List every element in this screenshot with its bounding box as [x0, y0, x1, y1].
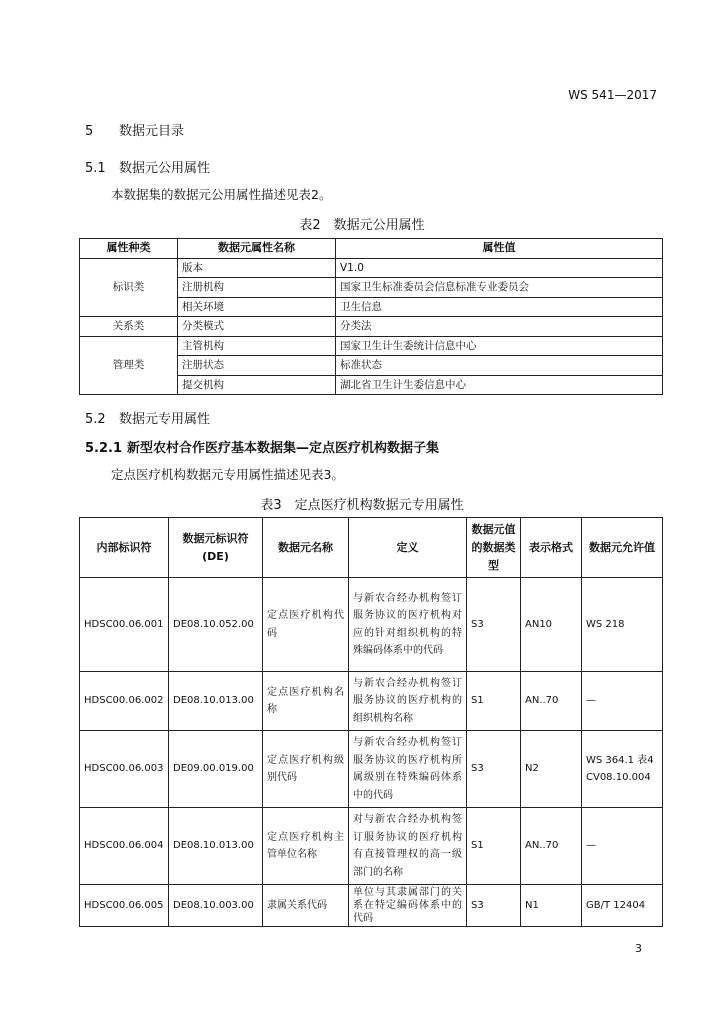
table-row	[80, 317, 663, 337]
table3-special-attributes	[79, 517, 663, 927]
table-row	[80, 731, 663, 808]
allowed-value-cell: —	[582, 808, 663, 885]
section-title: 新型农村合作医疗基本数据集—定点医疗机构数据子集	[127, 441, 440, 456]
de-name-cell: 定点医疗机构名称	[263, 672, 349, 731]
format-cell: AN..70	[521, 808, 582, 885]
data-type-cell: S3	[467, 578, 521, 672]
attribute-name: 注册状态	[178, 356, 336, 376]
de-name-cell: 定点医疗机构代码	[263, 578, 349, 672]
section-number: 5.2.1	[85, 441, 123, 456]
section-number: 5.2	[85, 412, 106, 427]
allowed-value-cell: WS 364.1 表4 CV08.10.004	[582, 731, 663, 808]
allowed-value-cell: GB/T 12404	[582, 885, 663, 927]
data-type-cell: S1	[467, 672, 521, 731]
internal-id-cell: HDSC00.06.002	[80, 672, 169, 731]
category-cell: 标识类	[80, 258, 178, 317]
attribute-value: 国家卫生标准委员会信息标准专业委员会	[336, 278, 663, 298]
table-row	[80, 808, 663, 885]
attribute-value: 湖北省卫生计生委信息中心	[336, 375, 663, 395]
section-number: 5	[85, 124, 94, 139]
category-cell: 关系类	[80, 317, 178, 337]
table-row	[80, 578, 663, 672]
table-row	[80, 672, 663, 731]
table3-caption: 表3 定点医疗机构数据元专用属性	[260, 498, 464, 513]
section-title: 数据元专用属性	[119, 412, 211, 427]
attribute-value: 分类法	[336, 317, 663, 337]
data-type-cell: S3	[467, 885, 521, 927]
table-header: 内部标识符	[80, 518, 169, 578]
table-header: 属性种类	[80, 239, 178, 259]
table-header: 数据元属性名称	[178, 239, 336, 259]
section-number: 5.1	[85, 161, 106, 176]
table-row	[80, 336, 663, 356]
attribute-value: V1.0	[336, 258, 663, 278]
table-header: 数据元值的数据类型	[467, 518, 521, 578]
section-title: 数据元目录	[119, 124, 185, 139]
table-header-row	[80, 518, 663, 578]
table2-common-attributes	[79, 238, 663, 395]
internal-id-cell: HDSC00.06.004	[80, 808, 169, 885]
attribute-name: 相关环境	[178, 297, 336, 317]
definition-cell: 单位与其隶属部门的关系在特定编码体系中的代码	[349, 885, 467, 927]
internal-id-cell: HDSC00.06.001	[80, 578, 169, 672]
format-cell: AN..70	[521, 672, 582, 731]
definition-cell: 对与新农合经办机构签订服务协议的医疗机构有直接管理权的高一级部门的名称	[349, 808, 467, 885]
table-header: 数据元标识符(DE)	[169, 518, 263, 578]
table-header: 表示格式	[521, 518, 582, 578]
table-header: 数据元名称	[263, 518, 349, 578]
paragraph-table2-intro: 本数据集的数据元公用属性描述见表2。	[111, 187, 332, 202]
table-row	[80, 258, 663, 278]
section-5-heading	[85, 120, 184, 139]
internal-id-cell: HDSC00.06.005	[80, 885, 169, 927]
section-5-1-heading	[85, 157, 210, 176]
section-title: 数据元公用属性	[119, 161, 211, 176]
attribute-name: 主管机构	[178, 336, 336, 356]
definition-cell: 与新农合经办机构签订服务协议的医疗机构的组织机构名称	[349, 672, 467, 731]
standard-code: WS 541—2017	[568, 88, 657, 102]
de-name-cell: 定点医疗机构级别代码	[263, 731, 349, 808]
attribute-name: 分类模式	[178, 317, 336, 337]
table-header: 属性值	[336, 239, 663, 259]
allowed-value-cell: —	[582, 672, 663, 731]
format-cell: AN10	[521, 578, 582, 672]
format-cell: N1	[521, 885, 582, 927]
page-number: 3	[635, 942, 642, 955]
format-cell: N2	[521, 731, 582, 808]
definition-cell: 与新农合经办机构签订服务协议的医疗机构所属级别在特殊编码体系中的代码	[349, 731, 467, 808]
allowed-value-cell: WS 218	[582, 578, 663, 672]
attribute-value: 标准状态	[336, 356, 663, 376]
section-5-2-heading	[85, 408, 210, 427]
data-type-cell: S1	[467, 808, 521, 885]
attribute-value: 国家卫生计生委统计信息中心	[336, 336, 663, 356]
category-cell: 管理类	[80, 336, 178, 395]
table-header: 定义	[349, 518, 467, 578]
de-id-cell: DE08.10.013.00	[169, 808, 263, 885]
table-row	[80, 885, 663, 927]
de-id-cell: DE09.00.019.00	[169, 731, 263, 808]
de-id-cell: DE08.10.003.00	[169, 885, 263, 927]
definition-cell: 与新农合经办机构签订服务协议的医疗机构对应的针对组织机构的特殊编码体系中的代码	[349, 578, 467, 672]
de-name-cell: 定点医疗机构主管单位名称	[263, 808, 349, 885]
attribute-name: 注册机构	[178, 278, 336, 298]
internal-id-cell: HDSC00.06.003	[80, 731, 169, 808]
attribute-name: 提交机构	[178, 375, 336, 395]
table-header: 数据元允许值	[582, 518, 663, 578]
table2-caption: 表2 数据元公用属性	[299, 218, 425, 233]
section-5-2-1-heading	[85, 437, 439, 456]
attribute-name: 版本	[178, 258, 336, 278]
de-id-cell: DE08.10.013.00	[169, 672, 263, 731]
de-id-cell: DE08.10.052.00	[169, 578, 263, 672]
table-header-row	[80, 239, 663, 259]
paragraph-table3-intro: 定点医疗机构数据元专用属性描述见表3。	[111, 467, 344, 482]
data-type-cell: S3	[467, 731, 521, 808]
attribute-value: 卫生信息	[336, 297, 663, 317]
de-name-cell: 隶属关系代码	[263, 885, 349, 927]
